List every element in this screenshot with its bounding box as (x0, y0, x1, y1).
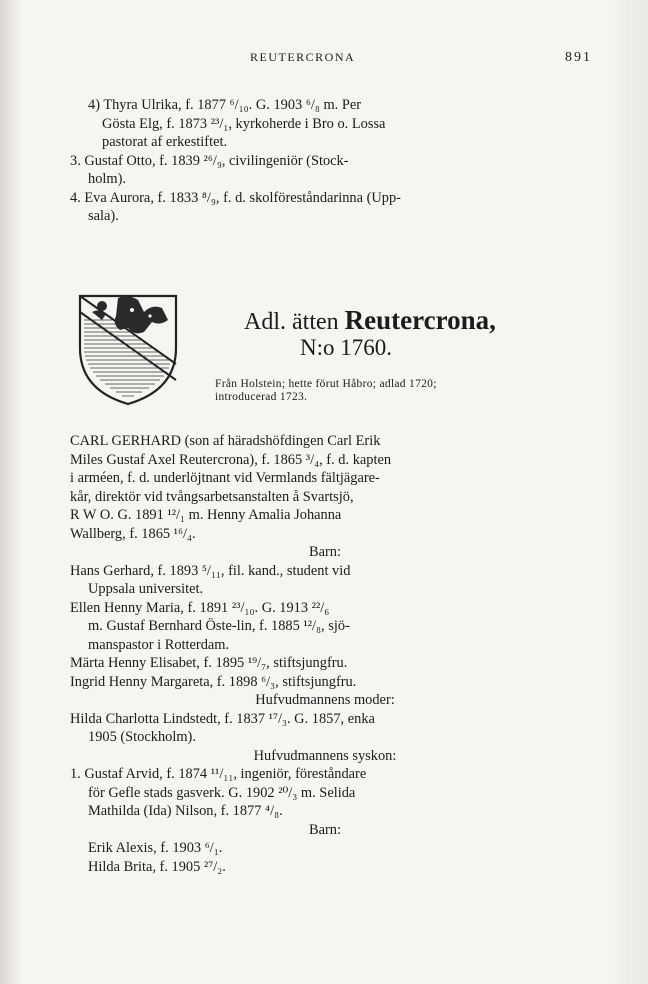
text-line: manspastor i Rotterdam. (88, 636, 230, 653)
text-line: 1905 (Stockholm). (88, 729, 196, 745)
coat-of-arms-icon (72, 290, 184, 408)
text-line: Hilda Charlotta Lindstedt, f. 1837 ¹⁷/₃. G. 1857, enka (70, 710, 375, 727)
page-edge-shadow (608, 0, 648, 984)
main-entry (70, 432, 580, 876)
text-line: pastorat af erkestiftet. (102, 134, 228, 150)
section-title (244, 305, 496, 336)
origin-note (215, 378, 437, 404)
text-line: Gösta Elg, f. 1873 ²³/₁, kyrkoherde i Bro o. Lossa (102, 115, 386, 132)
subheading: Barn: (309, 821, 341, 838)
text-line: Uppsala universitet. (88, 581, 204, 597)
text-line: 1. Gustaf Arvid, f. 1874 ¹¹/₁₁, ingeniör, föreståndare (70, 766, 367, 782)
family-number: N:o 1760. (300, 335, 392, 360)
subheading: Hufvudmannens syskon: (253, 747, 397, 764)
text-line: R W O. G. 1891 ¹²/₁ m. Henny Amalia Johanna (70, 507, 342, 523)
text-line: 3. Gustaf Otto, f. 1839 ²⁶/₉, civilingeniör (Stock- (70, 152, 349, 169)
top-block (70, 96, 580, 226)
text-line: Ellen Henny Maria, f. 1891 ²³/₁₀. G. 1913 ²²/₆ (70, 599, 330, 616)
text-line: kår, direktör vid tvångsarbetsanstalten å Svartsjö, (70, 488, 354, 505)
text-line: för Gefle stads gasverk. G. 1902 ²⁰/₃ m. Selida (88, 784, 356, 801)
family-name: Reutercrona, (344, 305, 496, 335)
text-line: Mathilda (Ida) Nilson, f. 1877 ⁴/₈. (88, 803, 283, 819)
text-line: Hilda Brita, f. 1905 ²⁷/₂. (88, 858, 226, 875)
text-line: sala). (88, 208, 119, 224)
text-line: Hans Gerhard, f. 1893 ⁵/₁₁, fil. kand., student vid (70, 562, 351, 579)
subheading: Hufvudmannens moder: (255, 692, 395, 708)
subheading: Barn: (309, 544, 341, 560)
text-line: Erik Alexis, f. 1903 ⁶/₁. (88, 840, 223, 856)
page-header (0, 50, 648, 70)
text-line: 4) Thyra Ulrika, f. 1877 ⁶/₁₀. G. 1903 ⁶/₈ m. Per (88, 97, 362, 113)
running-title: REUTERCRONA (250, 50, 356, 64)
text-line: Wallberg, f. 1865 ¹⁶/₄. (70, 525, 196, 542)
text-line: Miles Gustaf Axel Reutercrona), f. 1865 ³/₄, f. d. kapten (70, 451, 392, 468)
text-line: Ingrid Henny Margareta, f. 1898 ⁶/₃, stiftsjungfru. (70, 673, 357, 690)
text-line: 4. Eva Aurora, f. 1833 ⁸/₉, f. d. skolföreståndarinna (Upp- (70, 189, 401, 206)
text-line: holm). (88, 171, 126, 187)
origin-line: Från Holstein; hette förut Håbro; adlad 1720; (215, 378, 437, 390)
text-line: CARL GERHARD (son af häradshöfdingen Carl Erik (70, 433, 381, 449)
text-line: i arméen, f. d. underlöjtnant vid Vermlands fältjägare- (70, 470, 380, 486)
page-number: 891 (565, 50, 592, 65)
page-binding-shadow (0, 0, 22, 984)
text-line: m. Gustaf Bernhard Öste-lin, f. 1885 ¹²/₈, sjö- (88, 618, 350, 634)
title-prefix: Adl. ätten (244, 309, 339, 335)
origin-line: introducerad 1723. (215, 391, 308, 403)
text-line: Märta Henny Elisabet, f. 1895 ¹⁹/₇, stiftsjungfru. (70, 655, 348, 671)
